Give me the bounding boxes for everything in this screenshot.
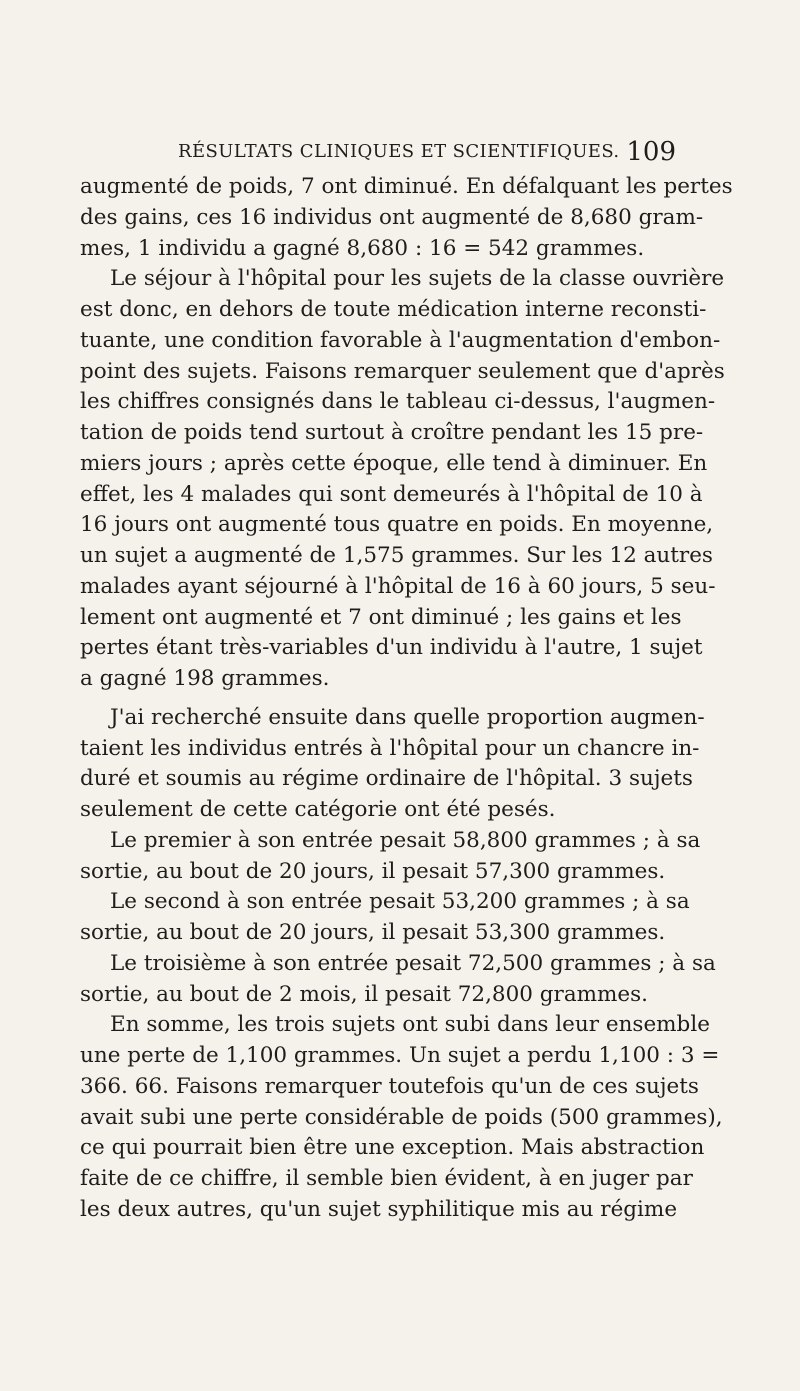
text-line: effet, les 4 malades qui sont demeurés à l'hôpital de 10 à <box>80 481 703 507</box>
text-line: tuante, une condition favorable à l'augmentation d'embon- <box>80 327 721 353</box>
text-line: malades ayant séjourné à l'hôpital de 16 à 60 jours, 5 seu- <box>80 573 716 599</box>
paragraph-start-line: Le séjour à l'hôpital pour les sujets de la classe ouvrière <box>110 266 725 292</box>
text-line: faite de ce chiffre, il semble bien évident, à en juger par <box>80 1166 693 1191</box>
paragraph-gap <box>80 695 676 703</box>
text-line: des gains, ces 16 individus ont augmenté de 8,680 gram- <box>80 204 704 230</box>
text-line: miers jours ; après cette époque, elle tend à diminuer. En <box>80 450 708 476</box>
text-line: lement ont augmenté et 7 ont diminué ; les gains et les <box>80 604 682 630</box>
paragraph-start-line: Le premier à son entrée pesait 58,800 grammes ; à sa <box>110 827 701 853</box>
text-line: les deux autres, qu'un sujet syphilitique mis au régime <box>80 1196 678 1222</box>
paragraph-start-line: Le second à son entrée pesait 53,200 grammes ; à sa <box>110 889 690 915</box>
text-line: avait subi une perte considérable de poids (500 grammes), <box>80 1104 723 1130</box>
running-head <box>80 137 676 171</box>
text-line: tation de poids tend surtout à croître pendant les 15 pre- <box>80 420 704 445</box>
running-title: RÉSULTATS CLINIQUES ET SCIENTIFIQUES. <box>178 141 620 162</box>
text-line: ce qui pourrait bien être une exception. Mais abstraction <box>80 1135 705 1161</box>
text-line: mes, 1 individu a gagné 8,680 : 16 = 542 grammes. <box>80 235 645 261</box>
text-line: duré et soumis au régime ordinaire de l'hôpital. 3 sujets <box>80 766 693 792</box>
text-line: sortie, au bout de 20 jours, il pesait 57,300 grammes. <box>80 858 666 884</box>
text-line: un sujet a augmenté de 1,575 grammes. Sur les 12 autres <box>80 543 713 568</box>
text-line: sortie, au bout de 2 mois, il pesait 72,800 grammes. <box>80 981 648 1007</box>
paragraph-start-line: Le troisième à son entrée pesait 72,500 grammes ; à sa <box>110 950 716 976</box>
text-line: pertes étant très-variables d'un individu à l'autre, 1 sujet <box>80 635 703 661</box>
text-line: sortie, au bout de 20 jours, il pesait 53,300 grammes. <box>80 920 666 945</box>
text-line: les chiffres consignés dans le tableau ci-dessus, l'augmen- <box>80 389 716 415</box>
text-line: est donc, en dehors de toute médication interne reconsti- <box>80 297 707 322</box>
text-line: 16 jours ont augmenté tous quatre en poids. En moyenne, <box>80 512 714 538</box>
body-text <box>80 172 733 1226</box>
text-line: une perte de 1,100 grammes. Un sujet a perdu 1,100 : 3 = <box>80 1043 720 1068</box>
text-line: 366. 66. Faisons remarquer toutefois qu'un de ces sujets <box>80 1073 699 1099</box>
page-number: 109 <box>626 137 676 167</box>
paragraph-start-line: En somme, les trois sujets ont subi dans leur ensemble <box>110 1012 710 1038</box>
text-line: point des sujets. Faisons remarquer seulement que d'après <box>80 358 725 384</box>
text-line: augmenté de poids, 7 ont diminué. En défalquant les pertes <box>80 174 733 199</box>
paragraph-start-line: J'ai recherché ensuite dans quelle proportion augmen- <box>110 704 705 730</box>
text-line: seulement de cette catégorie ont été pesés. <box>80 797 556 822</box>
text-line: a gagné 198 grammes. <box>80 666 330 691</box>
text-line: taient les individus entrés à l'hôpital pour un chancre in- <box>80 735 700 761</box>
